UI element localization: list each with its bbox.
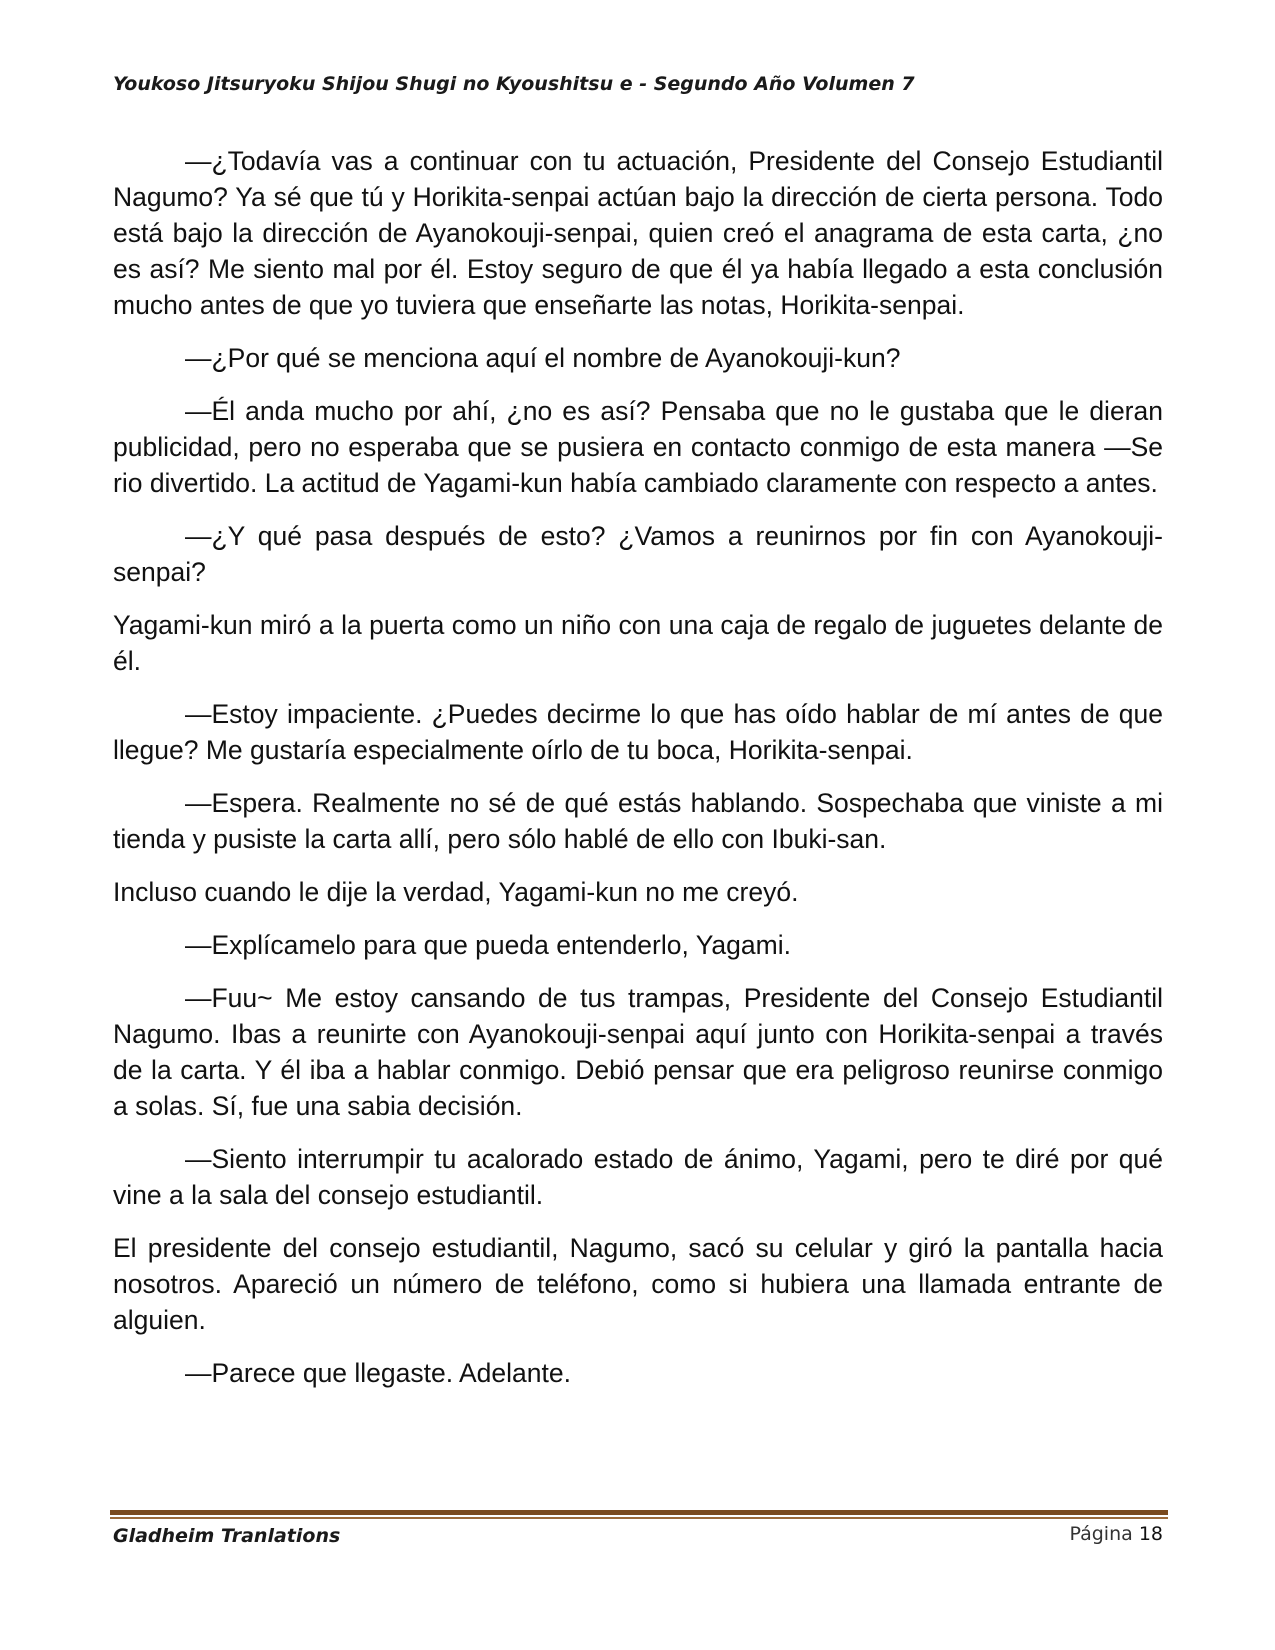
paragraph-narration: El presidente del consejo estudiantil, Nagumo, sacó su celular y giró la pantalla hacia nosotros. Apareció un número de teléfono, como si hubiera una llamada entrante de alguien. bbox=[113, 1233, 1163, 1335]
page-label: Página bbox=[1069, 1523, 1133, 1545]
page-number: 18 bbox=[1138, 1523, 1163, 1545]
paragraph-dialogue: —Explícamelo para que pueda entenderlo, Yagami. bbox=[185, 930, 791, 960]
paragraph-dialogue: —Siento interrumpir tu acalorado estado de ánimo, Yagami, pero te diré por qué vine a la sala del consejo estudiantil. bbox=[113, 1144, 1163, 1210]
running-header-title: Youkoso Jitsuryoku Shijou Shugi no Kyoushitsu e - Segundo Año Volumen 7 bbox=[113, 73, 915, 95]
paragraph-dialogue: —Estoy impaciente. ¿Puedes decirme lo que has oído hablar de mí antes de que llegue? Me gustaría especialmente oírlo de tu boca, Horikita-senpai. bbox=[113, 699, 1163, 765]
footer-divider bbox=[110, 1510, 1168, 1519]
footer-page-number bbox=[1069, 1523, 1163, 1545]
body-text bbox=[113, 143, 1163, 1408]
paragraph-dialogue: —Parece que llegaste. Adelante. bbox=[185, 1358, 571, 1388]
footer-publisher: Gladheim Tranlations bbox=[113, 1525, 341, 1547]
footer-divider-thin bbox=[110, 1517, 1168, 1519]
paragraph-narration: Yagami-kun miró a la puerta como un niño con una caja de regalo de juguetes delante de él. bbox=[113, 610, 1163, 676]
paragraph-dialogue: —Espera. Realmente no sé de qué estás hablando. Sospechaba que viniste a mi tienda y pusiste la carta allí, pero sólo hablé de ello con Ibuki-san. bbox=[113, 788, 1163, 854]
paragraph-dialogue: —Fuu~ Me estoy cansando de tus trampas, Presidente del Consejo Estudiantil Nagumo. Ibas a reunirte con Ayanokouji-senpai aquí junto con Horikita-senpai a través de la carta. Y él iba a hablar conmigo. Debió pensar que era peligroso reunirse conmigo a solas. Sí, fue una sabia decisión. bbox=[113, 983, 1163, 1121]
paragraph-dialogue: —¿Todavía vas a continuar con tu actuación, Presidente del Consejo Estudiantil Nagumo? Ya sé que tú y Horikita-senpai actúan bajo la dirección de cierta persona. Todo está bajo la dirección de Ayanokouji-senpai, quien creó el anagrama de esta carta, ¿no es así? Me siento mal por él. Estoy seguro de que él ya había llegado a esta conclusión mucho antes de que yo tuviera que enseñarte las notas, Horikita-senpai. bbox=[113, 146, 1163, 320]
paragraph-narration: Incluso cuando le dije la verdad, Yagami-kun no me creyó. bbox=[113, 877, 799, 907]
paragraph-dialogue: —¿Y qué pasa después de esto? ¿Vamos a reunirnos por fin con Ayanokouji-senpai? bbox=[113, 521, 1163, 587]
paragraph-dialogue: —Él anda mucho por ahí, ¿no es así? Pensaba que no le gustaba que le dieran publicidad, pero no esperaba que se pusiera en contacto conmigo de esta manera —Se rio divertido. La actitud de Yagami-kun había cambiado claramente con respecto a antes. bbox=[113, 396, 1163, 498]
paragraph-dialogue: —¿Por qué se menciona aquí el nombre de Ayanokouji-kun? bbox=[185, 343, 901, 373]
